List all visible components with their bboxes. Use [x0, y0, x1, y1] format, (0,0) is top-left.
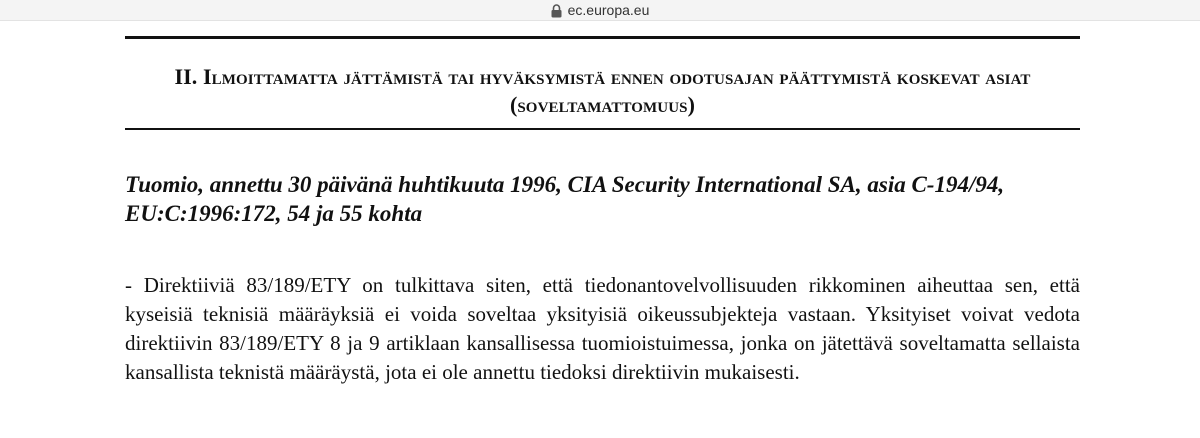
document	[125, 36, 1080, 387]
section-divider	[125, 128, 1080, 130]
ruling-paragraph: - Direktiiviä 83/189/ETY on tulkittava siten, että tiedonantovelvollisuuden rikkominen aiheuttaa sen, että kyseisiä teknisiä määräyksiä ei voida soveltaa yksityisiä oikeussubjekteja vastaan. Yksityiset voivat vedota direktiivin 83/189/ETY 8 ja 9 artiklaan kansallisessa tuomioistuimessa, jonka on jätettävä soveltamatta sellaista kansallista teknistä määräystä, jota ei ole annettu tiedoksi direktiivin mukaisesti.	[125, 273, 1080, 384]
lock-icon	[551, 4, 562, 18]
address-bar[interactable]	[0, 0, 1200, 21]
case-title: Tuomio, annettu 30 päivänä huhtikuuta 1996, CIA Security International SA, asia C-194/94, EU:C:1996:172, 54 ja 55 kohta	[125, 172, 1005, 226]
section-heading: II. Ilmoittamatta jättämistä tai hyväksymistä ennen odotusajan päättymistä koskevat asiat (soveltamattomuus)	[174, 64, 1031, 117]
top-divider	[125, 36, 1080, 39]
url-text: ec.europa.eu	[567, 2, 650, 18]
